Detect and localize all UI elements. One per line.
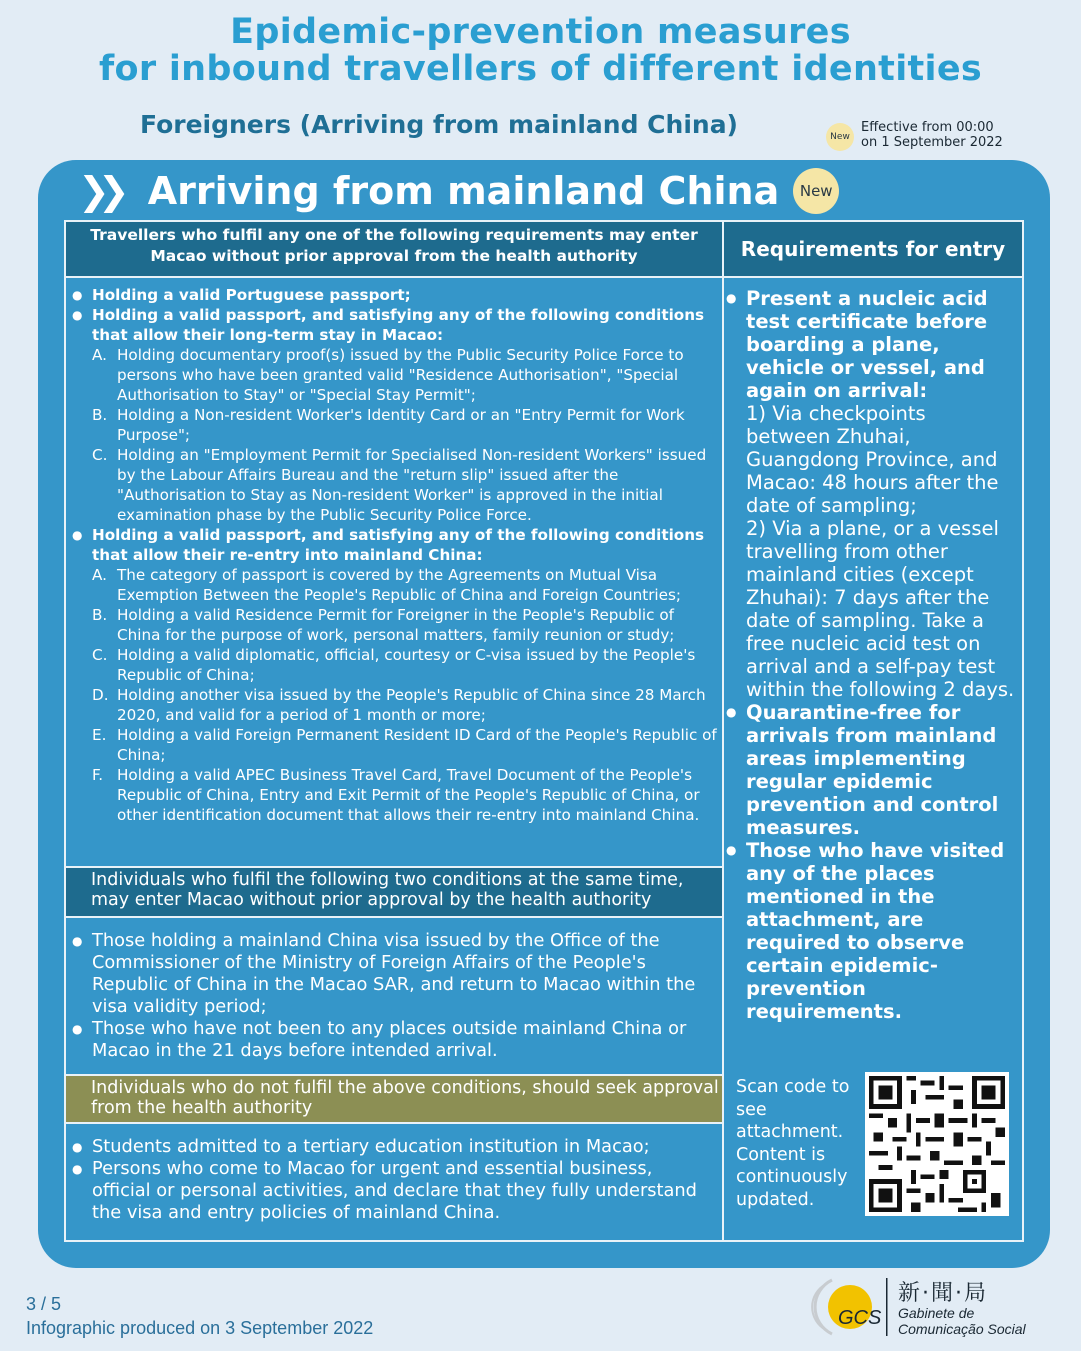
sub-list-item [92,605,722,645]
list-item: ● Those who have visited any of the places mentioned in the attachment, are required to observe certain epidemic-prevention requirements. [746,839,1016,1023]
list-item: ● Quarantine-free for arrivals from mainland areas implementing regular epidemic prevention and control measures. [746,701,1016,839]
sub-item-letter: C. [92,446,108,464]
section1-list [92,285,722,825]
sub-list-item [92,645,722,685]
qr-code[interactable] [865,1072,1009,1216]
panel-header [78,166,839,216]
effective-line-1: Effective from 00:00 [861,120,994,135]
panel-title: Arriving from mainland China [147,169,780,213]
sub-item-text: Holding an "Employment Permit for Specialised Non-resident Workers" issued by the Labour Affairs Bureau and the "return slip" issued after the "Authorisation to Stay as Non-resident Worker" is approved in the initial examination phase by the Public Security Police Force. [117,446,707,524]
sub-item-text: Holding a valid Residence Permit for Foreigner in the People's Republic of China for the purpose of work, personal matters, family reunion or study; [117,606,675,644]
production-date: Infographic produced on 3 September 2022 [26,1318,374,1338]
sub-item-letter: B. [92,606,108,624]
sub-item-letter: A. [92,346,107,364]
logo-portuguese [898,1305,1026,1337]
list-item [92,305,722,525]
right-column-header: Requirements for entry [724,222,1022,276]
table-border-bottom [64,1240,1024,1242]
sub-item-text: Holding a valid Foreign Permanent Resident ID Card of the People's Republic of China; [117,726,717,764]
list-item: ● Those holding a mainland China visa issued by the Office of the Commissioner of the Ministry of Foreign Affairs of the People's Republic of China in the Macao SAR, and return to Macao within the visa validity period; [92,930,712,1018]
sub-item-letter: B. [92,406,108,424]
sub-item-text: Holding a valid APEC Business Travel Card, Travel Document of the People's Republic of China, Entry and Exit Permit of the People's Republic of China, or other identification document that allows their re-entry into mainland China. [117,766,700,824]
sub-list-item [92,565,722,605]
sub-list-item [92,445,722,525]
left-column-header: Travellers who fulfil any one of the following requirements may enter Macao without prior approval from the health authority [66,222,722,276]
section3-header: Individuals who do not fulfil the above conditions, should seek approval from the health authority [66,1076,722,1122]
sub-item-letter: A. [92,566,107,584]
sub-item-letter: C. [92,646,108,664]
list-item-text: ● Holding a valid passport, and satisfying any of the following conditions that allow their re-entry into mainland China: [92,526,705,564]
requirement-detail-zhuhai: 1) Via checkpoints between Zhuhai, Guangdong Province, and Macao: 48 hours after the date of sampling; [746,402,999,517]
sub-list-item [92,685,722,725]
list-item: ● Students admitted to a tertiary education institution in Macao; [92,1136,712,1158]
sub-list-item [92,345,722,405]
logo-letters: GCS [838,1307,882,1329]
logo-pt-line-2: Comunicação Social [898,1321,1026,1337]
table-border-right [1022,220,1024,1242]
sub-item-text: Holding another visa issued by the People's Republic of China since 28 March 2020, and valid for a period of 1 month or more; [117,686,706,724]
table-divider-vertical [722,220,724,1242]
sub-list [92,565,722,825]
list-item-text: ● Holding a valid passport, and satisfying any of the following conditions that allow their long-term stay in Macao: [92,306,705,344]
sub-item-text: The category of passport is covered by the Agreements on Mutual Visa Exemption Between the People's Republic of China and Foreign Countries; [117,566,682,604]
sub-item-text: Holding a valid diplomatic, official, courtesy or C-visa issued by the People's Republic of China; [117,646,696,684]
title-line-1: Epidemic-prevention measures [230,12,851,52]
sub-list-item [92,765,722,825]
sub-list-item [92,725,722,765]
effective-date [861,120,1003,150]
section2-list [92,930,712,1062]
sub-list-item [92,405,722,445]
list-item [92,525,722,825]
qr-code-icon [869,1076,1005,1212]
new-badge: New [826,123,854,151]
subtitle: Foreigners (Arriving from mainland China) [140,110,738,139]
page-number: 3 / 5 [26,1294,62,1314]
panel-new-badge: New [793,168,839,214]
page-title [0,14,1081,88]
entry-requirements-list [746,287,1016,1023]
table-divider-sec3-bottom [64,1122,724,1124]
list-item: ● Holding a valid Portuguese passport; [92,285,722,305]
sub-item-text: Holding a Non-resident Worker's Identity Card or an "Entry Permit for Work Purpose"; [117,406,685,444]
section2-header: Individuals who fulfil the following two conditions at the same time, may enter Macao without prior approval by the health authority [66,868,722,916]
sub-item-letter: E. [92,726,107,744]
requirement-nucleic-test: ● Present a nucleic acid test certificate before boarding a plane, vehicle or vessel, and again on arrival: [746,287,988,402]
sub-item-letter: D. [92,686,109,704]
logo-chinese: 新·聞·局 [898,1281,988,1306]
list-item: ● Persons who come to Macao for urgent and essential business, official or personal activities, and declare that they fully understand the visa and entry policies of mainland China. [92,1158,712,1224]
effective-line-2: on 1 September 2022 [861,135,1003,150]
requirement-detail-other: 2) Via a plane, or a vessel travelling from other mainland cities (except Zhuhai): 7 days after the date of sampling. Take a free nucleic acid test on arrival and a self-pay test within the following 2 days. [746,517,1015,701]
double-chevron-icon: ❯❯ [78,169,118,213]
logo-pt-line-1: Gabinete de [898,1305,975,1321]
sub-list [92,345,722,525]
sub-item-letter: F. [92,766,104,784]
list-item: ● Those who have not been to any places outside mainland China or Macao in the 21 days before intended arrival. [92,1018,712,1062]
scan-instructions: Scan code to see attachment. Content is continuously updated. [736,1077,850,1210]
sub-item-text: Holding documentary proof(s) issued by the Public Security Police Force to persons who have been granted valid "Residence Authorisation", "Special Authorisation to Stay" or "Special Stay Permit"; [117,346,684,404]
table-divider-sec2-bottom [64,916,724,918]
table-divider-header [64,276,1024,278]
list-item [746,287,1016,701]
footer [26,1292,373,1340]
section3-list [92,1136,712,1224]
title-line-2: for inbound travellers of different identities [98,49,983,89]
